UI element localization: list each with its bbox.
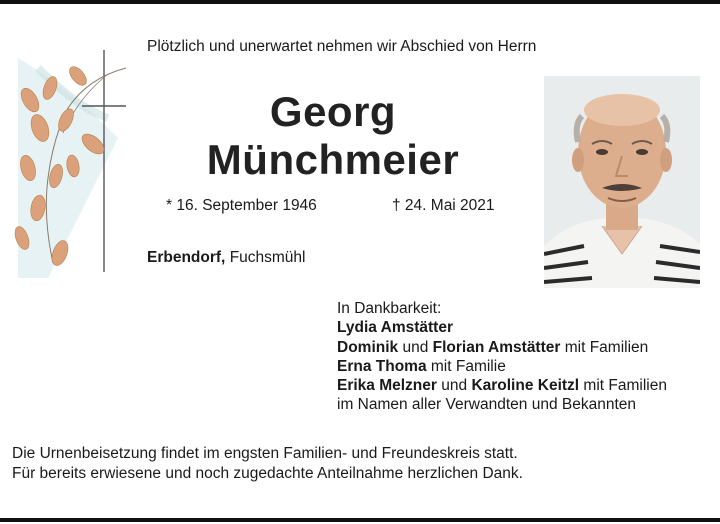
mourner-suffix: mit Familie — [430, 357, 506, 375]
mourner-name: Dominik — [337, 338, 399, 356]
thanks-heading: In Dankbarkeit: — [337, 300, 442, 317]
residence-primary: Erbendorf, — [147, 249, 226, 266]
deceased-first-name: Georg — [269, 88, 397, 135]
mourner-line — [337, 376, 667, 395]
birth-date: * 16. September 1946 — [166, 197, 317, 214]
mourner-joiner: und — [441, 377, 468, 395]
mourners-block — [337, 299, 667, 415]
deceased-last-name: Münchmeier — [206, 136, 460, 183]
mourner-suffix: mit Familien — [583, 377, 667, 395]
footer-text — [12, 444, 523, 484]
mourner-suffix: mit Familien — [564, 338, 649, 356]
mourner-name: Lydia Amstätter — [337, 319, 453, 337]
bottom-border-rule — [0, 518, 720, 522]
footer-line-thanks: Für bereits erwiesene und noch zugedachte Anteilnahme herzlichen Dank. — [12, 465, 523, 482]
portrait-photo-image — [544, 76, 700, 288]
intro-line: Plötzlich und unerwartet nehmen wir Abschied von Herrn — [147, 38, 537, 55]
mourner-line — [337, 357, 667, 376]
mourner-line — [337, 318, 667, 337]
mourner-name: Karoline Keitzl — [471, 377, 580, 395]
cross-with-leaves-icon — [8, 48, 130, 288]
mourner-name: Florian Amstätter — [432, 338, 561, 356]
mourner-name: Erna Thoma — [337, 357, 427, 375]
top-border-rule — [0, 0, 720, 4]
residence-secondary: Fuchsmühl — [229, 249, 306, 266]
footer-line-burial: Die Urnenbeisetzung findet im engsten Familien- und Freundeskreis statt. — [12, 445, 518, 462]
mourner-line — [337, 338, 667, 357]
mourner-name: Erika Melzner — [337, 377, 437, 395]
portrait-photo — [544, 76, 700, 288]
mourner-joiner: und — [402, 338, 429, 356]
death-date: † 24. Mai 2021 — [392, 197, 495, 214]
relatives-line: im Namen aller Verwandten und Bekannten — [337, 396, 636, 414]
residence-line — [147, 249, 306, 267]
